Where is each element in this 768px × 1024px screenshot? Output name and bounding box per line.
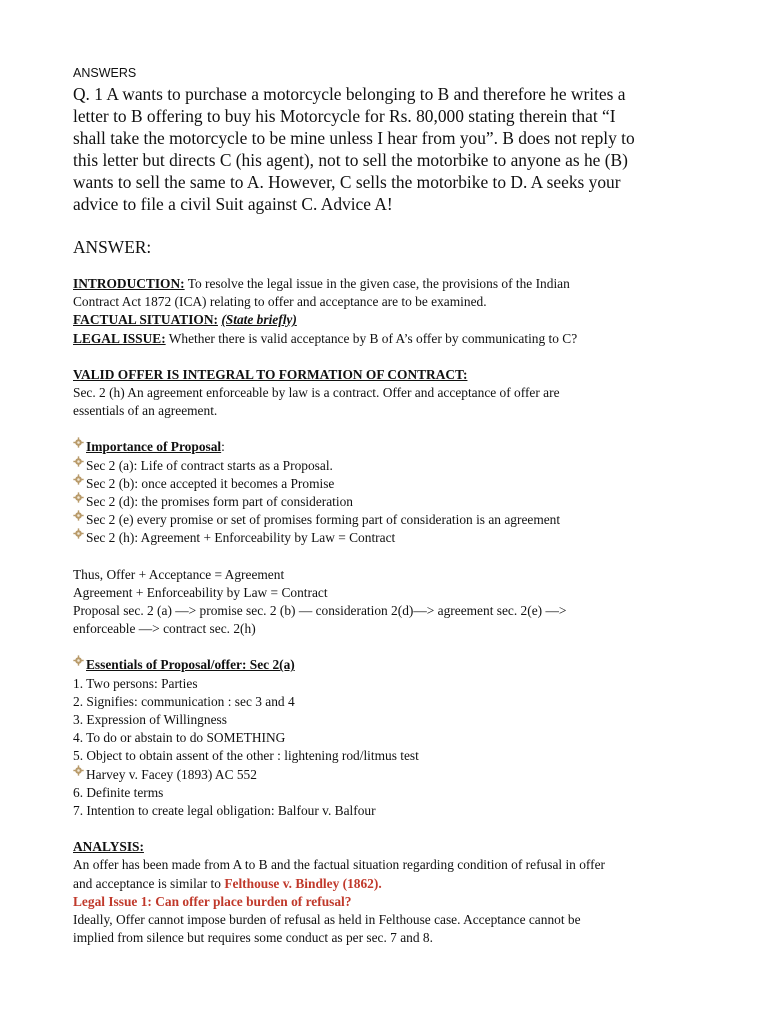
analysis-line: An offer has been made from A to B and the factual situation regarding condition of refusal in offer <box>73 857 605 873</box>
introduction-label: INTRODUCTION: <box>73 276 185 291</box>
case-citation: Felthouse v. Bindley (1862). <box>224 875 382 891</box>
analysis-heading <box>73 838 703 856</box>
case-bullet <box>73 766 703 784</box>
numbered-item: 6. Definite terms <box>73 784 164 800</box>
spacer <box>73 820 703 838</box>
legal-issue-text: Whether there is valid acceptance by B of A’s offer by communicating to C? <box>165 330 578 346</box>
numbered-item: 2. Signifies: communication : sec 3 and 4 <box>73 693 295 709</box>
spacer <box>73 420 703 438</box>
answer-heading: ANSWER: <box>73 237 152 257</box>
introduction-text: To resolve the legal issue in the given case, the provisions of the Indian <box>184 276 570 291</box>
importance-colon: : <box>221 439 225 455</box>
numbered-item: 1. Two persons: Parties <box>73 675 198 691</box>
analysis-heading-text: ANALYSIS: <box>73 839 144 855</box>
list-item <box>73 475 703 493</box>
numbered-item: 5. Object to obtain assent of the other : lightening rod/litmus test <box>73 748 419 764</box>
question-line: advice to file a civil Suit against C. Advice A! <box>73 194 393 214</box>
gear-bullet-icon <box>73 437 84 448</box>
list-item-text: Sec 2 (h): Agreement + Enforceability by Law = Contract <box>86 530 396 546</box>
list-item <box>73 511 703 529</box>
importance-heading-text: Importance of Proposal <box>86 439 222 455</box>
list-item <box>73 493 703 511</box>
valid-offer-line: Sec. 2 (h) An agreement enforceable by law is a contract. Offer and acceptance of offer are <box>73 385 560 401</box>
analysis-line <box>73 875 703 893</box>
gear-bullet-icon <box>73 510 84 521</box>
importance-heading <box>73 438 703 456</box>
spacer <box>73 548 703 566</box>
gear-bullet-icon <box>73 456 84 467</box>
document-page <box>73 66 703 948</box>
gear-bullet-icon <box>73 492 84 503</box>
legal-issue-1-heading: Legal Issue 1: Can offer place burden of refusal? <box>73 893 352 909</box>
factual-situation <box>73 311 703 329</box>
introduction-paragraph <box>73 275 703 293</box>
legal-issue-label: LEGAL ISSUE: <box>73 330 166 346</box>
legal-issue <box>73 330 703 348</box>
valid-offer-line: essentials of an agreement. <box>73 403 218 419</box>
summary-line: enforceable —> contract sec. 2(h) <box>73 621 256 637</box>
list-item-text: Sec 2 (a): Life of contract starts as a Proposal. <box>86 457 333 473</box>
question-line: this letter but directs C (his agent), not to sell the motorbike to anyone as he (B) <box>73 150 628 170</box>
list-item-text: Sec 2 (d): the promises form part of consideration <box>86 494 353 510</box>
analysis-line: Ideally, Offer cannot impose burden of refusal as held in Felthouse case. Acceptance cannot be <box>73 912 581 928</box>
introduction-line-2: Contract Act 1872 (ICA) relating to offer and acceptance are to be examined. <box>73 294 487 310</box>
analysis-line: implied from silence but requires some conduct as per sec. 7 and 8. <box>73 930 433 946</box>
list-item <box>73 529 703 547</box>
summary-line: Proposal sec. 2 (a) —> promise sec. 2 (b) — consideration 2(d)—> agreement sec. 2(e) —> <box>73 603 567 619</box>
question-line: wants to sell the same to A. However, C sells the motorbike to D. A seeks your <box>73 172 621 192</box>
gear-bullet-icon <box>73 474 84 485</box>
essentials-heading <box>73 656 703 674</box>
question-line: Q. 1 A wants to purchase a motorcycle belonging to B and therefore he writes a <box>73 84 626 104</box>
question-line: letter to B offering to buy his Motorcycle for Rs. 80,000 stating therein that “I <box>73 106 616 126</box>
numbered-item: 3. Expression of Willingness <box>73 712 227 728</box>
numbered-item: 7. Intention to create legal obligation: Balfour v. Balfour <box>73 803 376 819</box>
question-block <box>73 83 703 215</box>
spacer <box>73 348 703 366</box>
gear-bullet-icon <box>73 528 84 539</box>
gear-bullet-icon <box>73 765 84 776</box>
essentials-heading-text: Essentials of Proposal/offer: Sec 2(a) <box>86 657 295 673</box>
spacer <box>73 638 703 656</box>
valid-offer-heading <box>73 366 703 384</box>
list-item-text: Sec 2 (b): once accepted it becomes a Promise <box>86 475 335 491</box>
case-bullet-text: Harvey v. Facey (1893) AC 552 <box>86 766 257 782</box>
summary-line: Thus, Offer + Acceptance = Agreement <box>73 566 285 582</box>
gear-bullet-icon <box>73 655 84 666</box>
analysis-line-text: and acceptance is similar to <box>73 875 225 891</box>
list-item-text: Sec 2 (e) every promise or set of promises forming part of consideration is an agreement <box>86 512 561 528</box>
question-line: shall take the motorcycle to be mine unless I hear from you”. B does not reply to <box>73 128 635 148</box>
factual-label: FACTUAL SITUATION: <box>73 312 218 328</box>
factual-note: (State briefly) <box>221 312 297 328</box>
summary-line: Agreement + Enforceability by Law = Contract <box>73 584 328 600</box>
list-item <box>73 457 703 475</box>
numbered-item: 4. To do or abstain to do SOMETHING <box>73 730 286 746</box>
valid-offer-heading-text: VALID OFFER IS INTEGRAL TO FORMATION OF CONTRACT: <box>73 366 468 382</box>
answers-kicker: ANSWERS <box>73 66 137 80</box>
